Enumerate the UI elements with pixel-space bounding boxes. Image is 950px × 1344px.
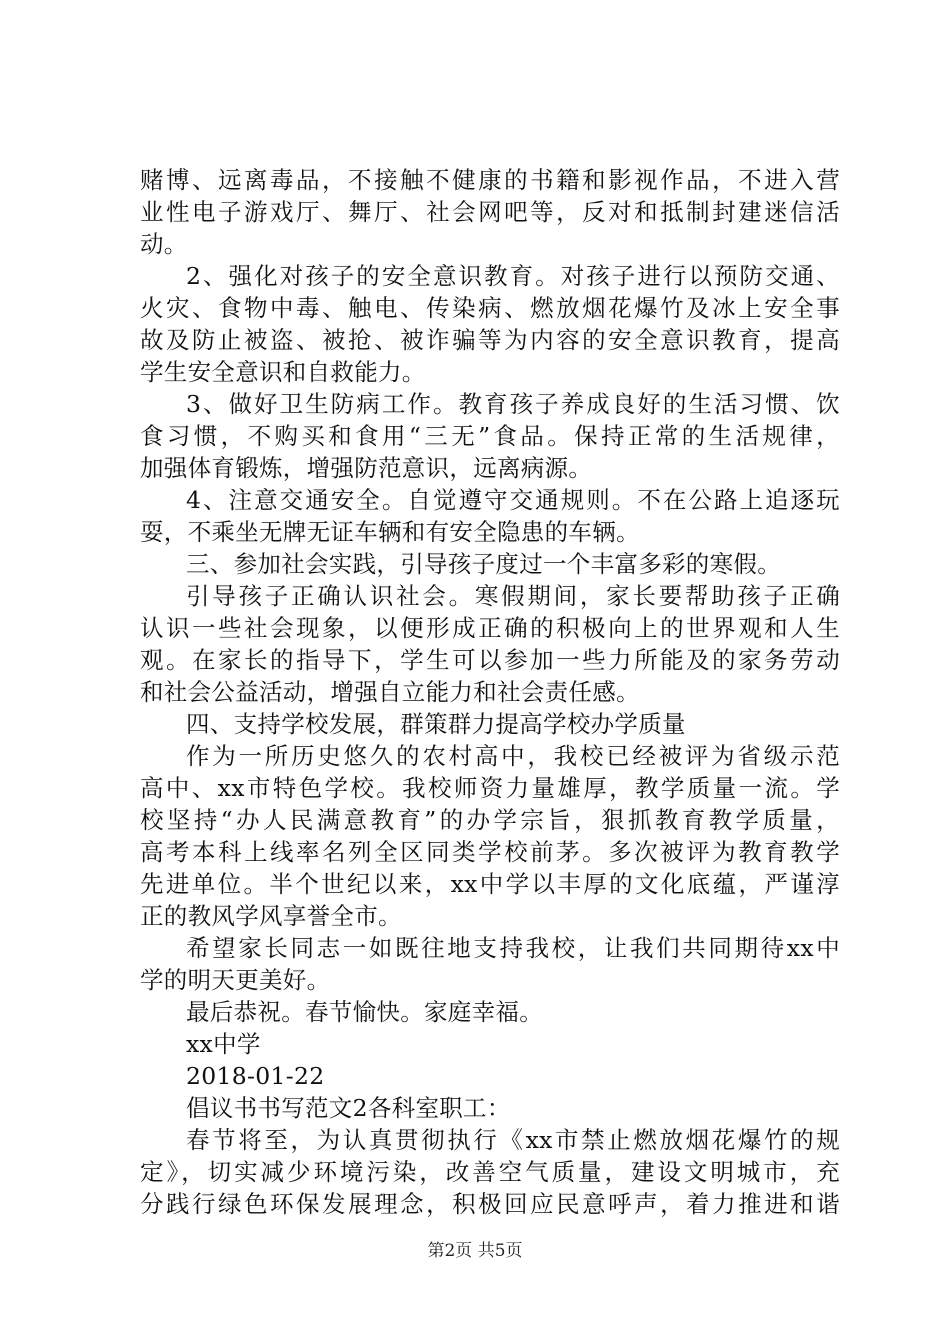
signature-school: xx中学 (186, 1030, 261, 1058)
text-line: 4、注意交通安全。自觉遵守交通规则。不在公路上追逐玩 (186, 486, 840, 514)
text-line: 食习惯，不购买和食用“三无”食品。保持正常的生活规律， (140, 422, 840, 450)
text-line: 学生安全意识和自救能力。 (140, 358, 426, 386)
text-line: 火灾、食物中毒、触电、传染病、燃放烟花爆竹及冰上安全事 (140, 294, 840, 322)
text-line: 正的教风学风享誉全市。 (140, 902, 402, 930)
text-line: 动。 (140, 230, 188, 258)
text-line: 引导孩子正确认识社会。寒假期间，家长要帮助孩子正确 (186, 582, 840, 610)
text-line: 观。在家长的指导下，学生可以参加一些力所能及的家务劳动 (140, 646, 840, 674)
text-line: 定》，切实减少环境污染，改善空气质量，建设文明城市，充 (140, 1158, 840, 1186)
document-body (140, 164, 840, 1220)
text-line: 希望家长同志一如既往地支持我校，让我们共同期待xx中 (186, 934, 840, 962)
closing-greeting: 最后恭祝。春节愉快。家庭幸福。 (186, 998, 543, 1026)
text-line: 认识一些社会现象，以便形成正确的积极向上的世界观和人生 (140, 614, 840, 642)
text-line: 耍，不乘坐无牌无证车辆和有安全隐患的车辆。 (140, 518, 640, 546)
text-line: 学的明天更美好。 (140, 966, 331, 994)
text-line: 校坚持“办人民满意教育”的办学宗旨，狠抓教育教学质量， (140, 806, 840, 834)
text-line: 高中、xx市特色学校。我校师资力量雄厚，教学质量一流。学 (140, 774, 840, 802)
text-line: 高考本科上线率名列全区同类学校前茅。多次被评为教育教学 (140, 838, 840, 866)
text-line: 先进单位。半个世纪以来，xx中学以丰厚的文化底蕴，严谨淳 (140, 870, 840, 898)
text-line: 2、强化对孩子的安全意识教育。对孩子进行以预防交通、 (186, 262, 840, 290)
text-line: 赌博、远离毒品，不接触不健康的书籍和影视作品，不进入营 (140, 166, 840, 194)
signature-date: 2018-01-22 (186, 1062, 325, 1090)
text-line: 3、做好卫生防病工作。教育孩子养成良好的生活习惯、饮 (186, 390, 840, 418)
text-line: 分践行绿色环保发展理念，积极回应民意呼声，着力推进和谐 (140, 1190, 840, 1218)
section-title: 倡议书书写范文2各科室职工： (186, 1094, 511, 1122)
section-heading: 三、参加社会实践，引导孩子度过一个丰富多彩的寒假。 (186, 550, 781, 578)
text-line: 和社会公益活动，增强自立能力和社会责任感。 (140, 678, 640, 706)
text-line: 故及防止被盗、被抢、被诈骗等为内容的安全意识教育，提高 (140, 326, 840, 354)
section-heading: 四、支持学校发展，群策群力提高学校办学质量 (186, 710, 686, 738)
page-number: 第2页 共5页 (427, 1241, 523, 1261)
text-line: 春节将至，为认真贯彻执行《xx市禁止燃放烟花爆竹的规 (186, 1126, 840, 1154)
text-line: 加强体育锻炼，增强防范意识，远离病源。 (140, 454, 593, 482)
text-line: 业性电子游戏厅、舞厅、社会网吧等，反对和抵制封建迷信活 (140, 198, 840, 226)
text-line: 作为一所历史悠久的农村高中，我校已经被评为省级示范 (186, 742, 840, 770)
